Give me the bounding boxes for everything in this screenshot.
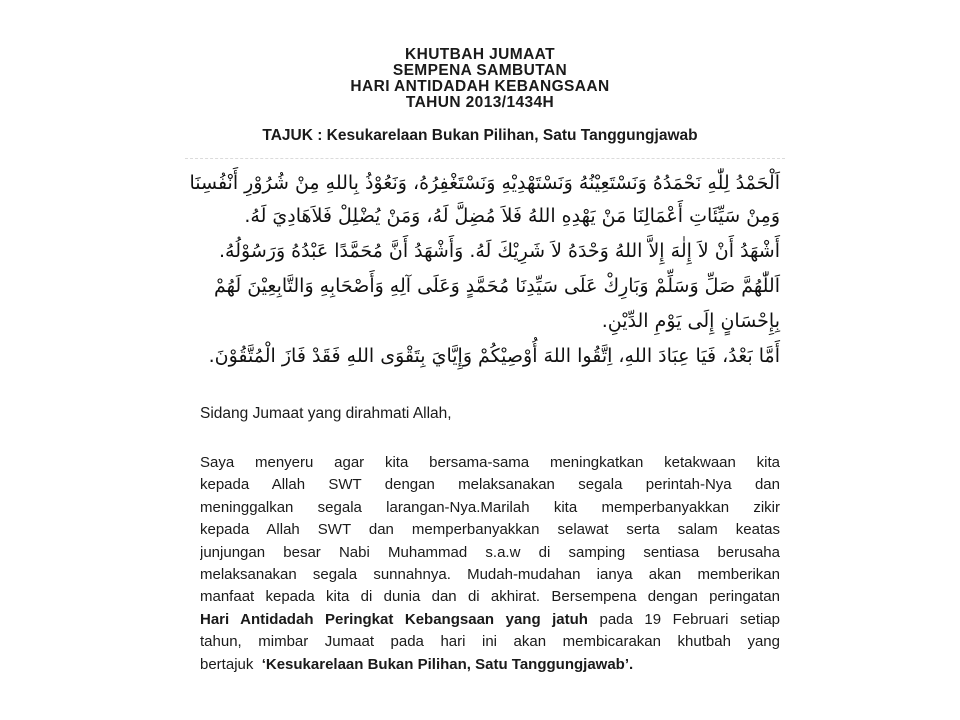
paragraph-line: kepada Allah SWT dengan melaksanakan segala perintah-Nya dan (200, 476, 780, 494)
body-paragraph (200, 452, 780, 676)
paragraph-text: bertajuk (200, 655, 262, 673)
paragraph-line: junjungan besar Nabi Muhammad s.a.w di samping sentiasa berusaha (200, 543, 780, 561)
arabic-opening-line-1: اَلْحَمْدُ لِلّٰهِ نَحْمَدُهُ وَنَسْتَعِيْنُهُ وَنَسْتَهْدِيْهِ وَنَسْتَغْفِرُهُ، وَنَعُوْذُ بِاللهِ مِنْ شُرُوْرِ أَنْفُسِنَا (189, 172, 780, 194)
greeting: Sidang Jumaat yang dirahmati Allah, (200, 405, 452, 422)
arabic-opening-line-6: أَمَّا بَعْدُ، فَيَا عِبَادَ اللهِ، اِتَّقُوا اللهَ أُوْصِيْكُمْ وَإِيَّايَ بِتَقْوَى اللهِ فَقَدْ فَازَ الْمُتَّقُوْنَ. (208, 345, 780, 367)
title-line-2: SEMPENA SAMBUTAN (392, 62, 568, 79)
arabic-opening-line-4: اَللّٰهُمَّ صَلِّ وَسَلِّمْ وَبَارِكْ عَلَى سَيِّدِنَا مُحَمَّدٍ وَعَلَى آلِهِ وَأَصْحَابِهِ وَالتَّابِعِيْنَ لَهُمْ (213, 275, 780, 297)
arabic-opening-line-2: وَمِنْ سَيِّئَاتِ أَعْمَالِنَا مَنْ يَهْدِهِ اللهُ فَلاَ مُضِلَّ لَهُ، وَمَنْ يُضْلِلْ فَلاَهَادِيَ لَهُ. (244, 205, 780, 227)
sermon-subject: TAJUK : Kesukarelaan Bukan Pilihan, Satu Tanggungjawab (262, 127, 698, 144)
paragraph-line: meninggalkan segala larangan-Nya.Marilah kita memperbanyakkan zikir (200, 498, 780, 516)
arabic-opening-line-5: بِإِحْسَانٍ إِلَى يَوْمِ الدِّيْنِ. (601, 310, 780, 332)
title-line-1: KHUTBAH JUMAAT (405, 46, 555, 63)
event-name-bold: Hari Antidadah Peringkat Kebangsaan yang jatuh (200, 610, 588, 628)
sermon-title-bold: ‘Kesukarelaan Bukan Pilihan, Satu Tanggungjawab’. (261, 655, 634, 673)
paragraph-line: kepada Allah SWT dan memperbanyakkan selawat serta salam keatas (200, 521, 780, 539)
paragraph-line (200, 654, 780, 676)
paragraph-line: tahun, mimbar Jumaat pada hari ini akan membicarakan khutbah yang (200, 633, 780, 651)
paragraph-line: melaksanakan segala sunnahnya. Mudah-mudahan ianya akan memberikan (200, 565, 780, 583)
paragraph-text: pada 19 Februari setiap (587, 610, 780, 628)
paragraph-line: manfaat kepada kita di dunia dan di akhirat. Bersempena dengan peringatan (200, 588, 780, 606)
paragraph-line: Saya menyeru agar kita bersama-sama meningkatkan ketakwaan kita (200, 454, 780, 471)
divider (185, 158, 785, 159)
title-line-3: HARI ANTIDADAH KEBANGSAAN (350, 78, 610, 95)
paragraph-line (200, 609, 780, 631)
arabic-opening-line-3: أَشْهَدُ أَنْ لاَ إِلٰهَ إِلاَّ اللهُ وَحْدَهُ لاَ شَرِيْكَ لَهُ. وَأَشْهَدُ أَنَّ مُحَمَّدًا عَبْدُهُ وَرَسُوْلُهُ. (219, 240, 780, 262)
title-line-4: TAHUN 2013/1434H (405, 94, 555, 111)
